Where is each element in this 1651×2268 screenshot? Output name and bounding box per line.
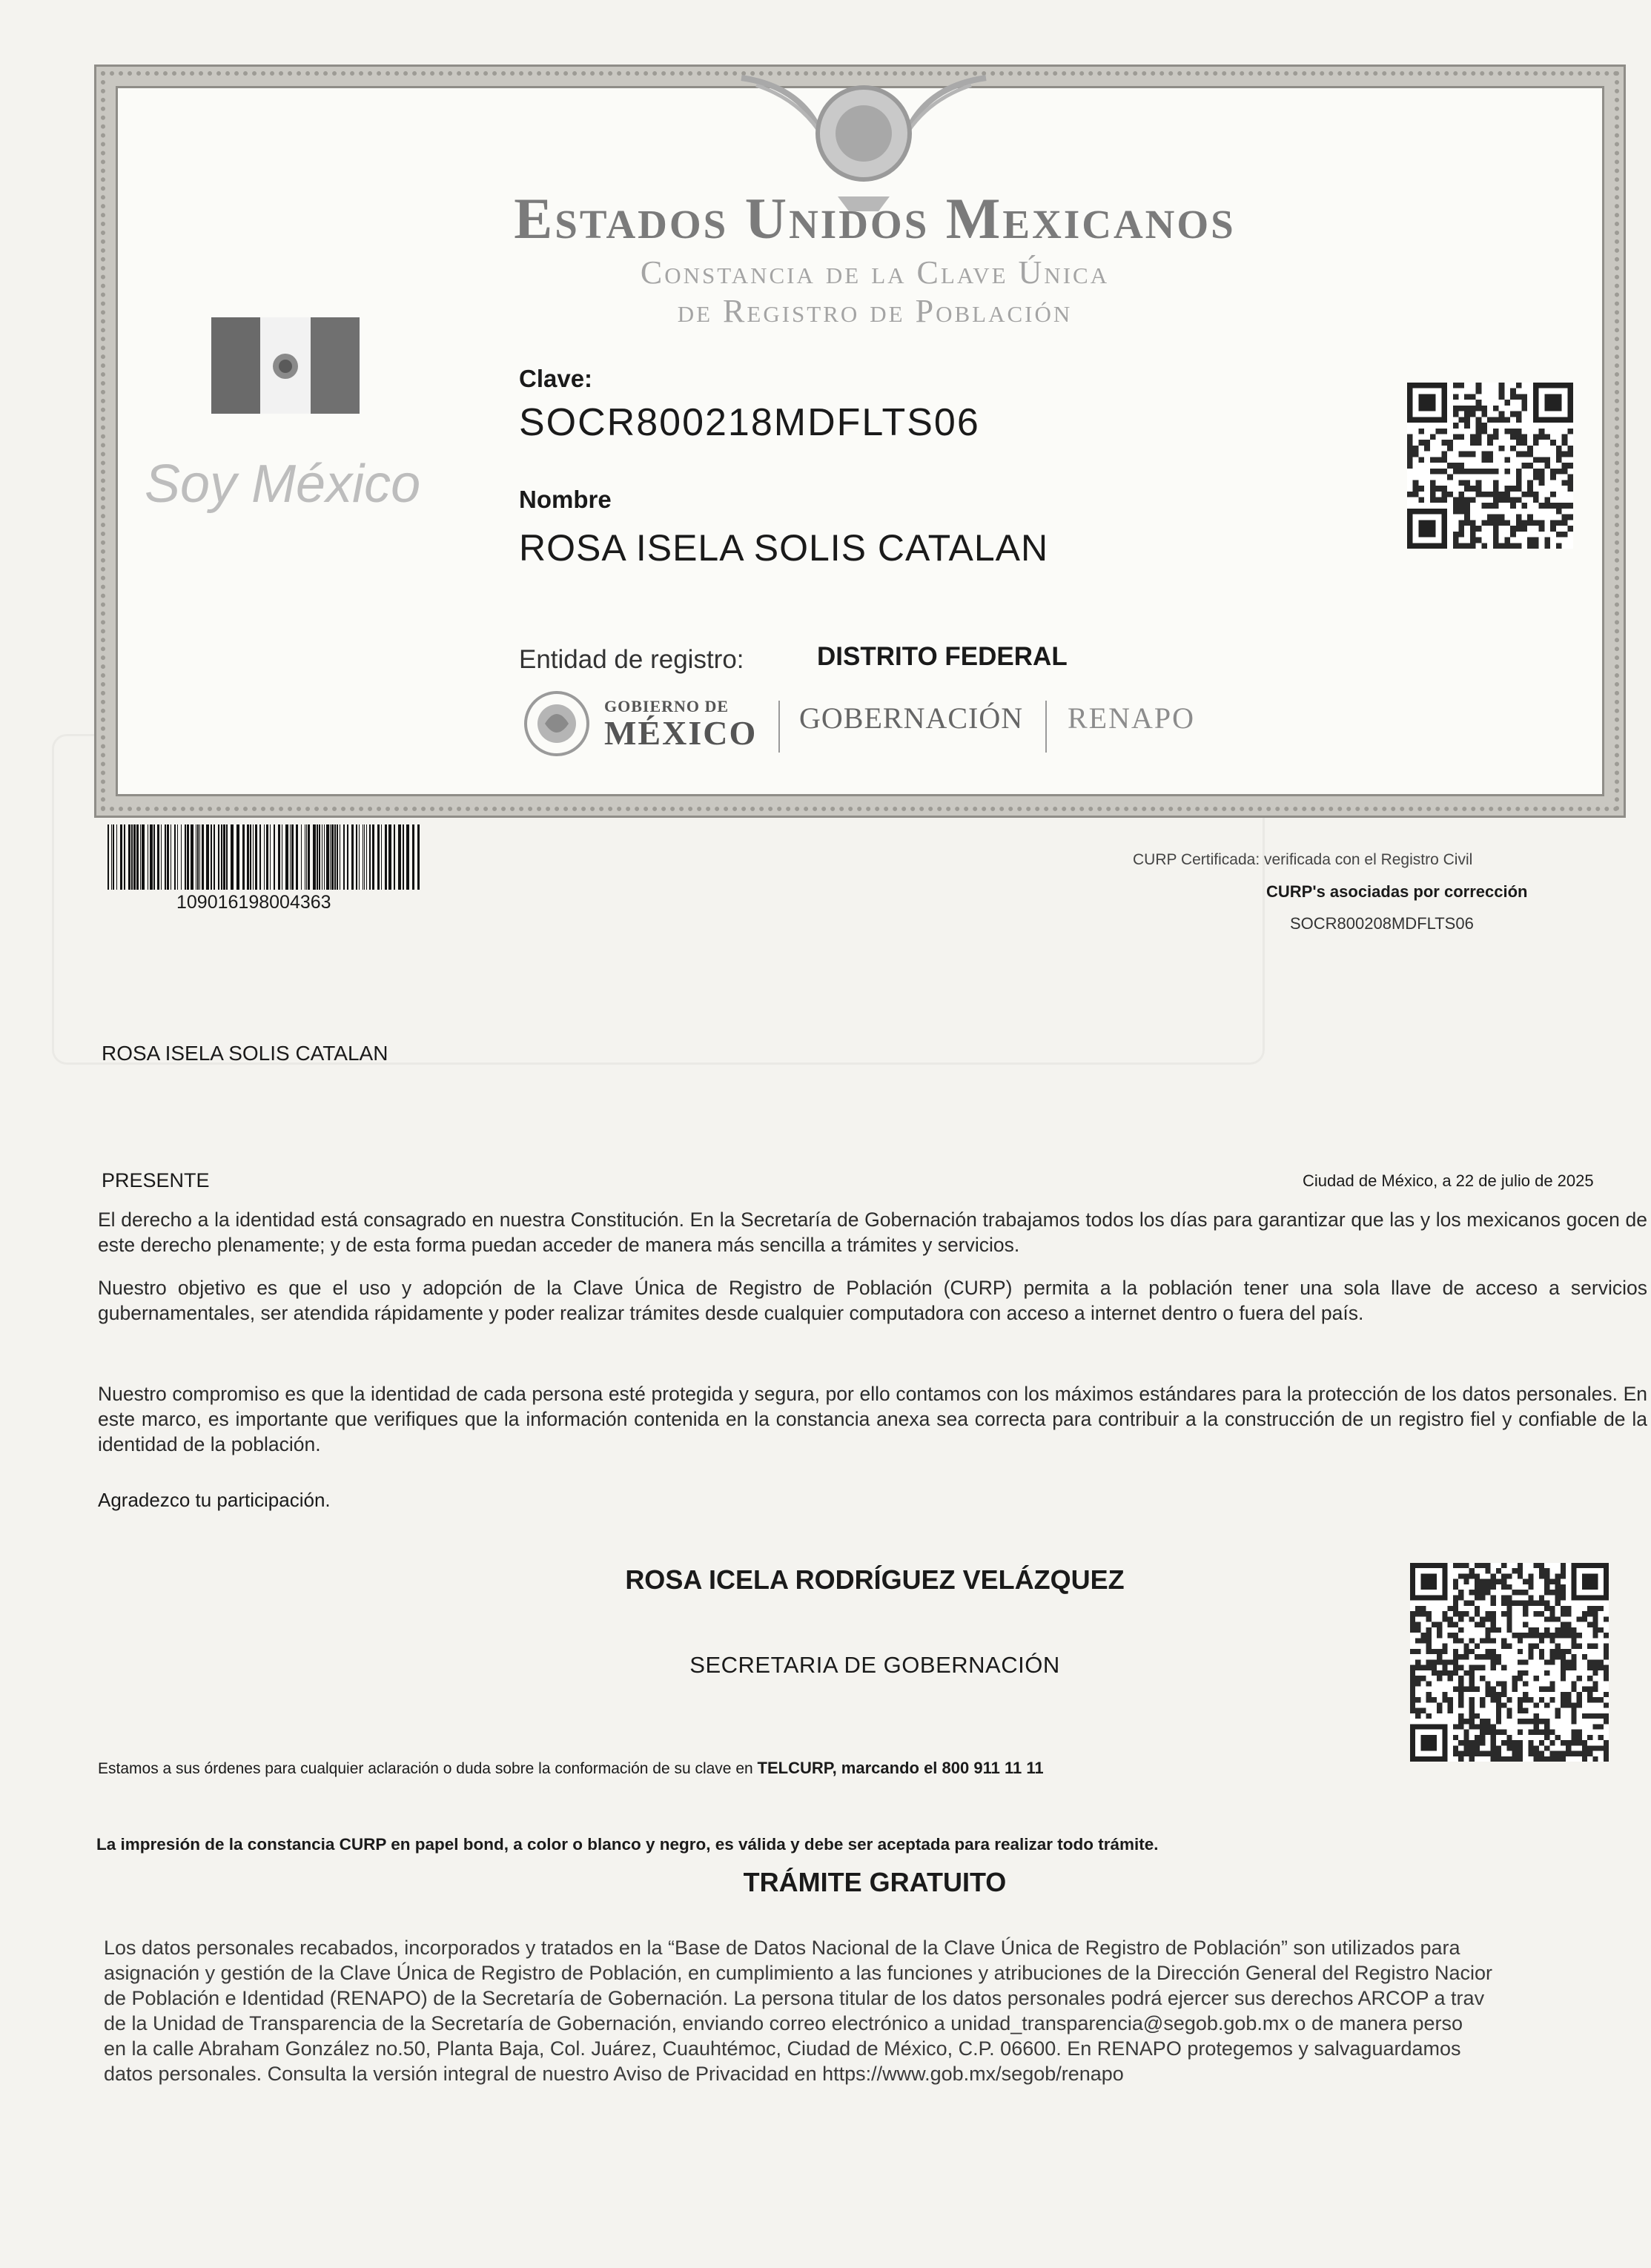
- logo-divider: [778, 701, 780, 753]
- telcurp-notice: [98, 1759, 1044, 1778]
- letter-closing: Agradezco tu participación.: [98, 1489, 331, 1511]
- free-procedure-label: TRÁMITE GRATUITO: [743, 1867, 1007, 1897]
- document-title: Estados Unidos Mexicanos: [514, 186, 1236, 251]
- renapo-logo: RENAPO: [1068, 701, 1196, 735]
- government-seal-icon: [523, 690, 591, 758]
- gobernacion-logo: GOBERNACIÓN: [799, 701, 1024, 735]
- privacy-line: de la Unidad de Transparencia de la Secretaría de Gobernación, enviando correo electrónico a unidad_transparencia@segob.gob.mx o de manera perso: [104, 2012, 1463, 2034]
- entidad-value: DISTRITO FEDERAL: [817, 642, 1068, 671]
- letter-date: Ciudad de México, a 22 de julio de 2025: [1303, 1171, 1594, 1190]
- barcode-number: 109016198004363: [176, 892, 331, 913]
- letter-paragraph-2: Nuestro objetivo es que el uso y adopción de la Clave Única de Registro de Población (CURP) permita a la población tener una sola llave de acceso a servicios gubernamentales, ser atendida rápidamente y poder realizar trámites desde cualquier computadora con acceso a internet dentro o fuera del país.: [98, 1277, 1647, 1324]
- gobierno-logo-line-2: MÉXICO: [604, 714, 758, 752]
- curp-certification-status: CURP Certificada: verificada con el Registro Civil: [1133, 851, 1473, 868]
- privacy-notice: [104, 1935, 1651, 2086]
- letter-paragraph-3: Nuestro compromiso es que la identidad de cada persona esté protegida y segura, por ello contamos con los máximos estándares para la protección de los datos personales. En este marco, es importante que verifiques que la información contenida en la constancia anexa sea correcta para contribuir a la construcción de un registro fiel y confiable de la identidad de la población.: [98, 1383, 1647, 1455]
- subtitle-line-2: de Registro de Población: [677, 293, 1073, 329]
- telcurp-text: Estamos a sus órdenes para cualquier aclaración o duda sobre la conformación de su clave en: [98, 1760, 753, 1777]
- entidad-label: Entidad de registro:: [519, 645, 744, 674]
- barcode-icon: [107, 824, 423, 890]
- privacy-line: datos personales. Consulta la versión integral de nuestro Aviso de Privacidad en https://www.gob.mx/segob/renapo: [104, 2063, 1124, 2085]
- curp-associated-label: CURP's asociadas por corrección: [1266, 882, 1528, 901]
- qr-code-icon: [1407, 380, 1573, 552]
- clave-label: Clave:: [519, 365, 593, 392]
- clave-value: SOCR800218MDFLTS06: [519, 401, 980, 444]
- letter-presente: PRESENTE: [102, 1169, 210, 1191]
- signatory-name: ROSA ICELA RODRÍGUEZ VELÁZQUEZ: [625, 1564, 1125, 1595]
- document-subtitle: [245, 254, 1505, 331]
- letter-addressee: ROSA ISELA SOLIS CATALAN: [102, 1042, 388, 1065]
- mexico-flag-icon: [211, 317, 360, 414]
- telcurp-phone: TELCURP, marcando el 800 911 11 11: [757, 1759, 1044, 1777]
- signatory-title: SECRETARIA DE GOBERNACIÓN: [689, 1652, 1060, 1678]
- privacy-line: en la calle Abraham González no.50, Planta Baja, Col. Juárez, Cuauhtémoc, Ciudad de México, C.P. 06600. En RENAPO protegemos y salvaguardamos: [104, 2037, 1461, 2060]
- privacy-line: asignación y gestión de la Clave Única de Registro de Población, en cumplimiento a las funciones y atribuciones de la Dirección General del Registro Nacior: [104, 1962, 1493, 1984]
- gobierno-de-mexico-logo: [604, 697, 757, 753]
- soy-mexico-slogan: Soy México: [145, 454, 421, 514]
- privacy-line: Los datos personales recabados, incorporados y tratados en la “Base de Datos Nacional de la Clave Única de Registro de Población” son utilizados para: [104, 1937, 1460, 1959]
- qr-code-icon: [1410, 1563, 1609, 1762]
- subtitle-line-1: Constancia de la Clave Única: [640, 254, 1110, 291]
- nombre-value: ROSA ISELA SOLIS CATALAN: [519, 527, 1049, 569]
- curp-associated-value: SOCR800208MDFLTS06: [1290, 914, 1474, 933]
- nombre-label: Nombre: [519, 486, 612, 513]
- letter-paragraph-1: El derecho a la identidad está consagrado en nuestra Constitución. En la Secretaría de Gobernación trabajamos todos los días para garantizar que las y los mexicanos gocen de este derecho plenamente; y de esta forma puedan acceder de manera más sencilla a trámites y servicios.: [98, 1209, 1647, 1256]
- privacy-line: de Población e Identidad (RENAPO) de la Secretaría de Gobernación. La persona titular de los datos personales podrá ejercer sus derechos ARCOP a trav: [104, 1987, 1485, 2009]
- gobierno-logo-line-1: GOBIERNO DE: [604, 697, 729, 715]
- validity-notice: La impresión de la constancia CURP en papel bond, a color o blanco y negro, es válida y debe ser aceptada para realizar todo trámite.: [96, 1835, 1159, 1854]
- logo-divider: [1045, 701, 1047, 753]
